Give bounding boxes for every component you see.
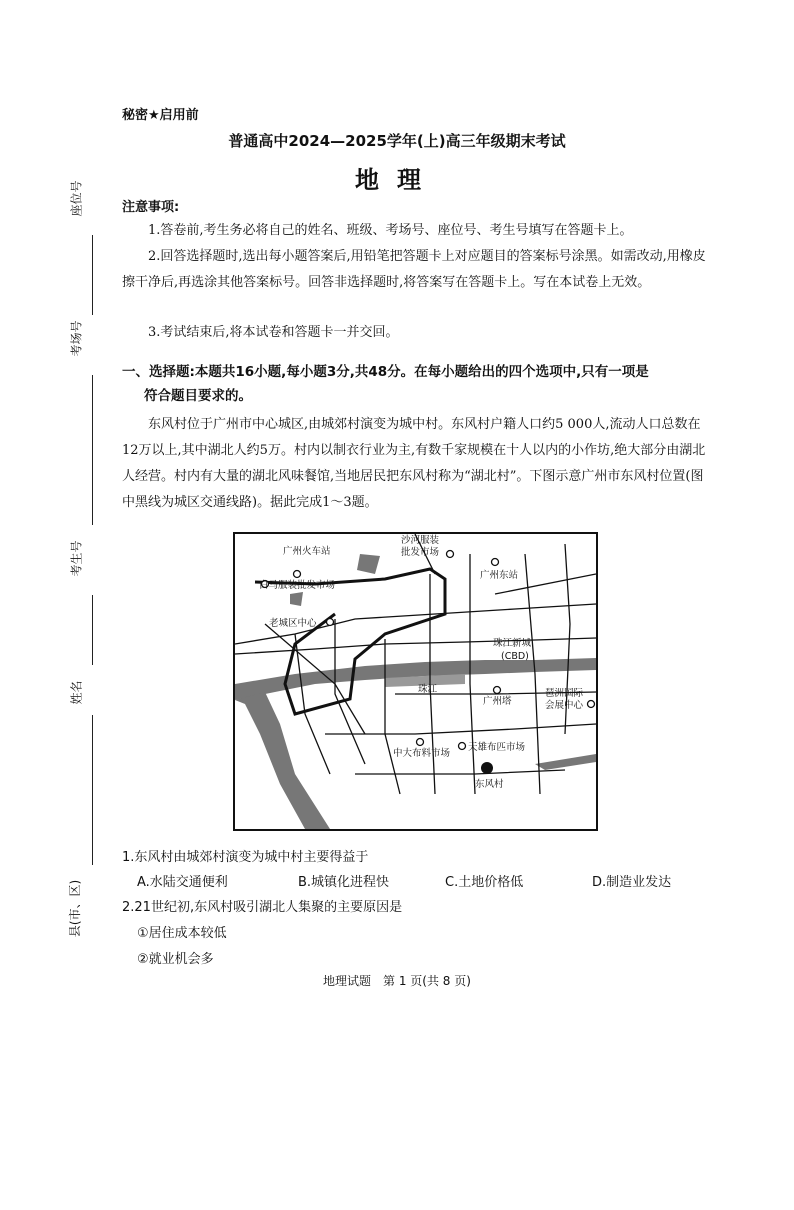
question-1-stem: 1.东风村由城郊村演变为城中村主要得益于 bbox=[122, 850, 369, 865]
lake-2 bbox=[290, 592, 303, 606]
label-pearl-river: 珠江 bbox=[418, 684, 438, 695]
label-canton-tower: 广州塔 bbox=[483, 696, 512, 707]
old-center-marker bbox=[327, 619, 334, 626]
label-shahe-2: 批发市场 bbox=[401, 547, 440, 558]
guangzhou-map bbox=[233, 532, 598, 831]
notice-item-1: 1.答卷前,考生务必将自己的姓名、班级、考场号、座位号、考生号填写在答题卡上。 bbox=[148, 223, 633, 238]
dongfeng-village-marker bbox=[481, 762, 493, 774]
question-1-option-c: C.土地价格低 bbox=[445, 875, 524, 890]
question-stem: 东风村位于广州市中心城区,由城郊村演变为城中村。东风村户籍人口约5 000人,流动人口总数在12万以上,其中湖北人约5万。村内以制衣行业为主,有数千家规模在十人以内的小作坊,绝大部分由湖北人经营。村内有大量的湖北风味餐馆,当地居民把东风村称为“湖北村”。下图示意广州市东风村位置(图中黑线为城区交通线路)。据此完成1～3题。 bbox=[122, 417, 706, 510]
side-label-name: 姓名 bbox=[69, 680, 84, 705]
question-2-choice-1: ①居住成本较低 bbox=[137, 926, 227, 941]
label-baima: 白马服装批发市场 bbox=[259, 580, 336, 591]
label-dongfeng: 东风村 bbox=[475, 779, 504, 790]
label-guangzhou-east: 广州东站 bbox=[480, 570, 519, 581]
question-1-option-b: B.城镇化进程快 bbox=[298, 875, 390, 890]
label-shahe-1: 沙河服装 bbox=[401, 535, 440, 546]
side-line-seat bbox=[92, 235, 93, 315]
side-line-name bbox=[92, 715, 93, 865]
notice-heading: 注意事项: bbox=[122, 200, 180, 215]
label-guangzhou-station: 广州火车站 bbox=[283, 546, 331, 557]
label-tianxiong: 天雄布匹市场 bbox=[468, 742, 526, 753]
notice-item-3: 3.考试结束后,将本试卷和答题卡一并交回。 bbox=[148, 325, 399, 340]
tianxiong-market-marker bbox=[459, 743, 466, 750]
side-line-exam-no bbox=[92, 595, 93, 665]
guangzhou-east-marker bbox=[492, 559, 499, 566]
subject-title: 地理 bbox=[355, 166, 439, 194]
notice-item-2: 2.回答选择题时,选出每小题答案后,用铅笔把答题卡上对应题目的答案标号涂黑。如需改动,用橡皮擦干净后,再选涂其他答案标号。回答非选择题时,将答案写在答题卡上。写在本试卷上无效。 bbox=[122, 249, 706, 290]
pazhou-marker bbox=[588, 701, 595, 708]
page-footer: 地理试题 第 1 页(共 8 页) bbox=[323, 974, 471, 988]
side-line-exam-room bbox=[92, 375, 93, 525]
section-line-2: 符合题目要求的。 bbox=[144, 388, 252, 404]
side-label-county: 县(市、区) bbox=[68, 879, 83, 938]
question-1-option-d: D.制造业发达 bbox=[592, 875, 672, 890]
label-old-center: 老城区中心 bbox=[269, 618, 317, 629]
exam-title: 普通高中2024—2025学年(上)高三年级期末考试 bbox=[228, 132, 566, 150]
shahe-market-marker bbox=[447, 551, 454, 558]
lake-1 bbox=[357, 554, 380, 574]
secret-mark: 秘密★启用前 bbox=[122, 108, 199, 123]
guangzhou-station-marker bbox=[294, 571, 301, 578]
label-zhujiang-new-2: (CBD) bbox=[501, 651, 529, 662]
label-pazhou-1: 琶洲国际 bbox=[545, 688, 584, 699]
canton-tower-marker bbox=[494, 687, 501, 694]
label-zhujiang-new-1: 珠江新城 bbox=[493, 638, 532, 649]
question-2-stem: 2.21世纪初,东风村吸引湖北人集聚的主要原因是 bbox=[122, 900, 403, 915]
label-zhongda: 中大布料市场 bbox=[393, 748, 451, 759]
label-pazhou-2: 会展中心 bbox=[545, 700, 584, 711]
section-heading bbox=[122, 360, 717, 408]
section-line-1: 一、选择题:本题共16小题,每小题3分,共48分。在每小题给出的四个选项中,只有一项是 bbox=[122, 364, 649, 380]
zhongda-market-marker bbox=[417, 739, 424, 746]
question-2-choice-2: ②就业机会多 bbox=[137, 952, 214, 967]
side-label-exam-room: 考场号 bbox=[69, 320, 84, 357]
side-label-seat: 座位号 bbox=[69, 180, 84, 217]
side-label-exam-no: 考生号 bbox=[69, 540, 84, 577]
question-1-option-a: A.水陆交通便利 bbox=[137, 875, 228, 890]
